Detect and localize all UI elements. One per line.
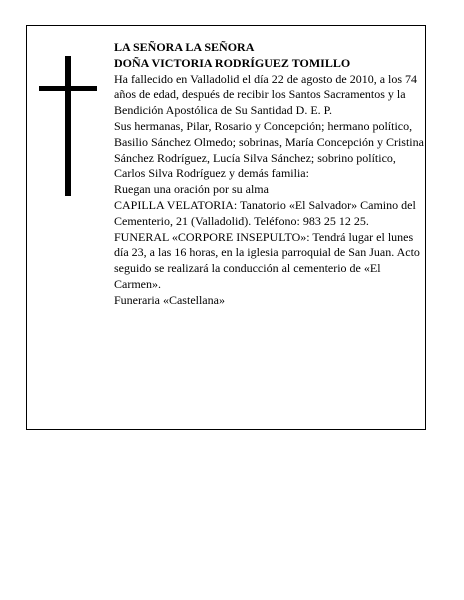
- deceased-name: DOÑA VICTORIA RODRÍGUEZ TOMILLO: [114, 55, 351, 70]
- prayer-request: Ruegan una oración por su alma: [114, 182, 269, 197]
- cross-icon: [39, 56, 97, 196]
- cross-vertical-bar: [65, 56, 71, 196]
- funeral-info: FUNERAL «CORPORE INSEPULTO»: Tendrá lugar el lunes día 23, a las 16 horas, en la iglesia parroquial de San Juan. Acto seguido se realizará la conducción al cementerio de «El Carmen».: [114, 229, 420, 291]
- obituary-notice: [26, 25, 426, 430]
- obituary-heading-line1: LA SEÑORA LA SEÑORA: [114, 40, 255, 54]
- chapel-info: CAPILLA VELATORIA: Tanatorio «El Salvador» Camino del Cementerio, 21 (Valladolid). Teléfono: 983 25 12 25.: [114, 197, 416, 228]
- family-list: Sus hermanas, Pilar, Rosario y Concepción; hermano político, Basilio Sánchez Olmedo; sobrinas, María Concepción y Cristina Sánchez Rodríguez, Lucía Silva Sánchez; sobrino político, Carlos Silva Rodríguez y demás familia:: [114, 118, 424, 181]
- funeral-home: Funeraria «Castellana»: [114, 292, 225, 307]
- cross-horizontal-bar: [39, 86, 97, 91]
- obituary-text: [114, 40, 426, 309]
- death-announcement: Ha fallecido en Valladolid el día 22 de agosto de 2010, a los 74 años de edad, después de recibir los Santos Sacramentos y la Bendición Apostólica de Su Santidad D. E. P.: [114, 71, 418, 118]
